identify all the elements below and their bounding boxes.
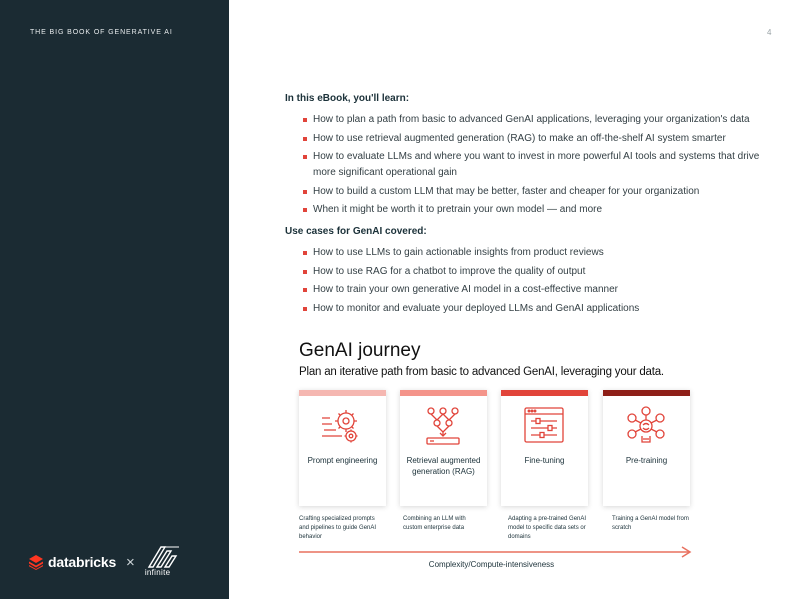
stage-description: Combining an LLM with custom enterprise data [403,516,466,531]
stage-card-pre-training [603,390,690,506]
stage-card-fine-tuning [501,390,588,506]
list-item: How to plan a path from basic to advanced GenAI applications, leveraging your organization's data [303,112,765,128]
use-cases-heading: Use cases for GenAI covered: [285,226,427,237]
list-item: How to monitor and evaluate your deployed LLMs and GenAI applications [303,301,765,317]
main-content [285,93,765,325]
book-title: THE BIG BOOK OF GENERATIVE AI [30,29,173,36]
databricks-logo [28,554,116,570]
list-item: When it might be worth it to pretrain your own model — and more [303,202,765,218]
stage-label: Fine-tuning [524,456,565,465]
infinite-logo [145,545,181,579]
stage-description: Crafting specialized prompts and pipelines to guide GenAI behavior [299,516,377,540]
bullet-icon [303,288,307,292]
network-retrieval-icon [421,406,465,446]
stage-description: Training a GenAI model from scratch [612,516,689,531]
infinite-mark-icon [145,545,181,569]
page-number: 4 [767,28,772,37]
list-item: How to train your own generative AI model in a cost-effective manner [303,282,765,298]
bullet-icon [303,190,307,194]
list-item: How to use LLMs to gain actionable insights from product reviews [303,245,765,261]
stage-card-rag [400,390,487,506]
brain-network-icon [624,406,668,446]
sidebar [0,0,229,599]
stage-label: Retrieval augmented generation (RAG) [406,456,481,476]
infinite-wordmark: infinite [144,568,171,577]
bullet-icon [303,251,307,255]
stage-label: Prompt engineering [307,456,378,465]
complexity-arrow-icon [299,546,694,558]
stage-label: Pre-training [625,456,668,465]
stage-color-bar [501,390,588,396]
learn-list [303,112,765,218]
list-item: How to use RAG for a chatbot to improve the quality of output [303,264,765,280]
stage-color-bar [603,390,690,396]
bullet-icon [303,155,307,159]
gears-icon [320,406,364,446]
bullet-icon [303,307,307,311]
use-cases-list [303,245,765,317]
stage-color-bar [400,390,487,396]
logo-separator: × [126,553,135,571]
stage-color-bar [299,390,386,396]
list-item: How to evaluate LLMs and where you want to invest in more powerful AI tools and systems that drive more significant operational gain [303,149,765,181]
bullet-icon [303,270,307,274]
stage-description: Adapting a pre-trained GenAI model to specific data sets or domains [508,516,587,540]
databricks-mark-icon [28,554,44,570]
sliders-window-icon [522,406,566,446]
complexity-axis-label: Complexity/Compute-intensiveness [428,560,555,569]
bullet-icon [303,208,307,212]
logo-row [28,545,181,579]
bullet-icon [303,118,307,122]
stage-card-prompt-engineering [299,390,386,506]
bullet-icon [303,137,307,141]
journey-subtitle: Plan an iterative path from basic to advanced GenAI, leveraging your data. [299,366,664,378]
learn-heading: In this eBook, you'll learn: [285,93,410,104]
list-item: How to build a custom LLM that may be better, faster and cheaper for your organization [303,184,765,200]
databricks-wordmark: databricks [48,554,117,570]
list-item: How to use retrieval augmented generation (RAG) to make an off-the-shelf AI system smarter [303,131,765,147]
journey-title: GenAI journey [299,340,421,361]
